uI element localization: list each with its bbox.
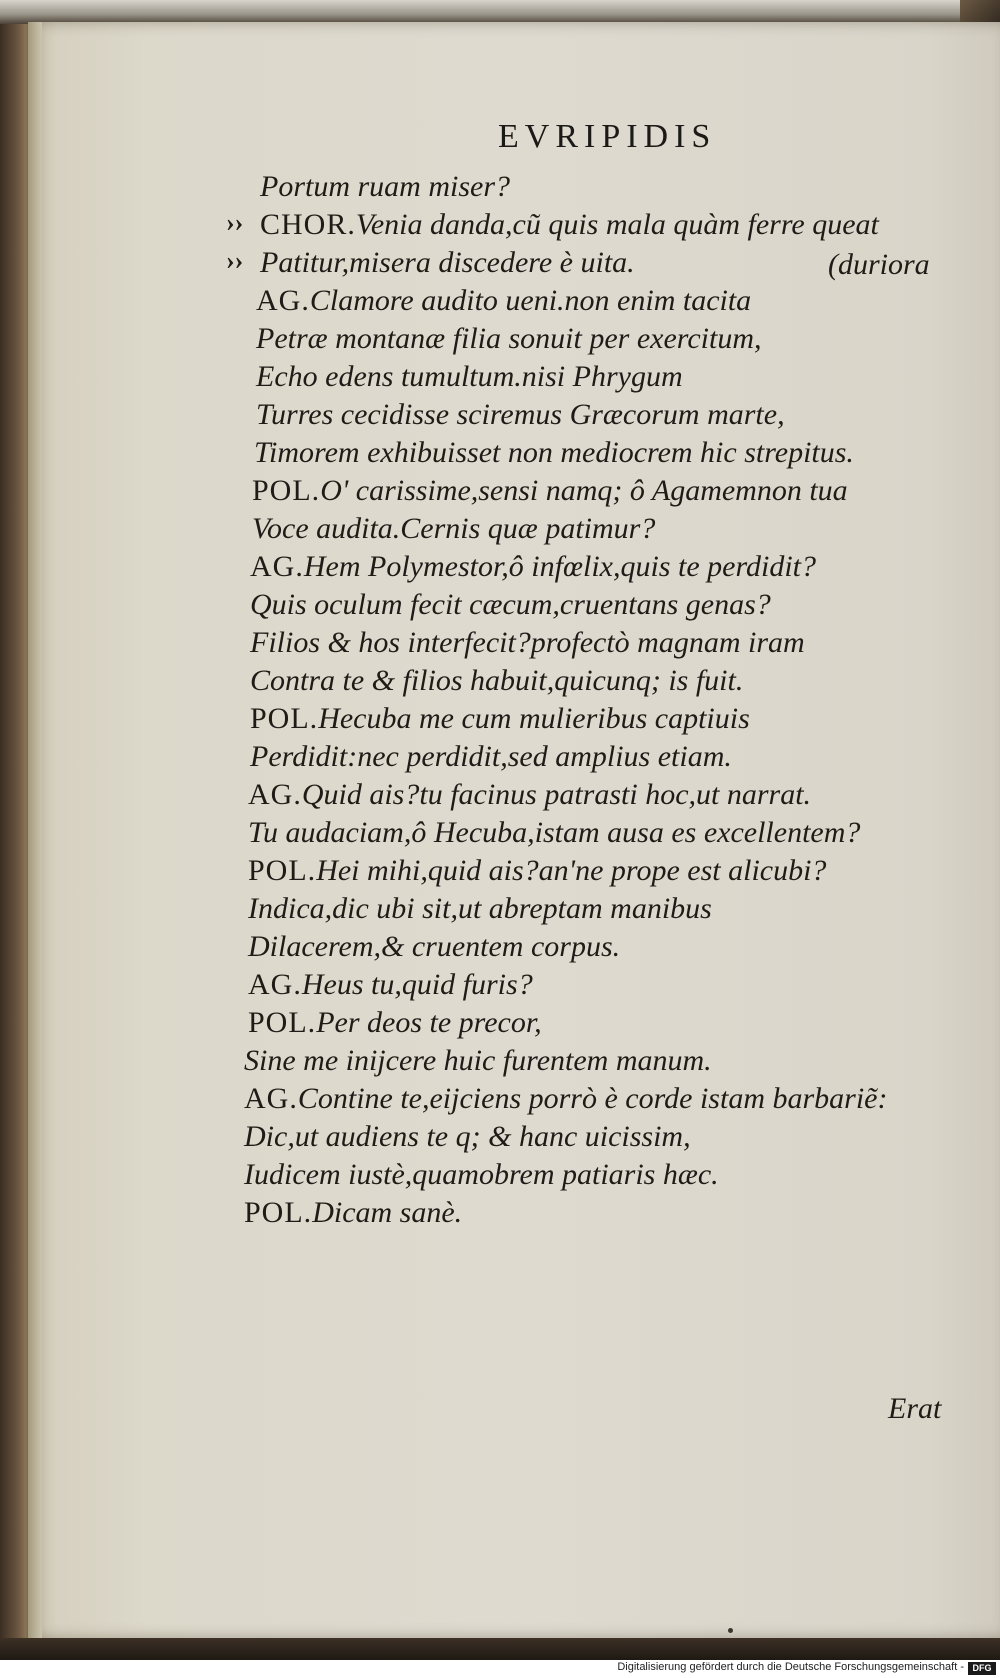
- line-text: Indica,dic ubi sit,ut abreptam manibus: [248, 892, 712, 925]
- line-text: Heus tu,quid furis?: [301, 968, 533, 1001]
- verse-line: [250, 662, 743, 700]
- line-text: Perdidit:nec perdidit,sed amplius etiam.: [250, 740, 732, 773]
- book-top-edge: [0, 0, 1000, 24]
- verse-line: [244, 1156, 719, 1194]
- speaker-label: POL.: [248, 854, 317, 887]
- verse-line: [250, 738, 732, 776]
- verse-line: [248, 1004, 542, 1042]
- line-text: Dicam sanè.: [312, 1196, 463, 1229]
- line-text: Iudicem iustè,quamobrem patiaris hæc.: [244, 1158, 719, 1191]
- line-text: Clamore audito ueni.non enim tacita: [309, 284, 752, 317]
- line-text: Echo edens tumultum.nisi Phrygum: [256, 360, 683, 393]
- dfg-logo: DFG: [968, 1662, 996, 1675]
- verse-line: [252, 472, 848, 510]
- quotation-marker: ››: [226, 208, 244, 237]
- line-text: Per deos te precor,: [316, 1006, 542, 1039]
- speaker-label: AG.: [244, 1082, 298, 1115]
- line-text: O' carissime,sensi namq; ô Agamemnon tua: [320, 474, 848, 507]
- verse-line: [250, 586, 771, 624]
- verse-line: [244, 1042, 712, 1080]
- ink-dot: [728, 1628, 733, 1633]
- verse-line: [260, 206, 879, 244]
- speaker-label: POL.: [250, 702, 319, 735]
- verse-line: [248, 776, 811, 814]
- line-text: Hecuba me cum mulieribus captiuis: [318, 702, 750, 735]
- catchword: Erat: [888, 1392, 942, 1425]
- speaker-label: AG.: [256, 284, 310, 317]
- line-text: Venia danda,cũ quis mala quàm ferre queat: [355, 208, 879, 241]
- verse-line: [256, 396, 785, 434]
- line-text: Hei mihi,quid ais?an'ne prope est alicubi?: [316, 854, 827, 887]
- verse-line: [248, 928, 620, 966]
- verse-line: [248, 890, 712, 928]
- line-text: Portum ruam miser?: [260, 170, 511, 203]
- book-bottom-edge: [0, 1638, 1000, 1660]
- verse-line: [256, 320, 762, 358]
- verse-line: [256, 282, 751, 320]
- verse-line: [252, 510, 655, 548]
- line-text: Timorem exhibuisset non mediocrem hic strepitus.: [254, 436, 854, 469]
- line-text: Tu audaciam,ô Hecuba,istam ausa es excellentem?: [248, 816, 861, 849]
- line-text: Dic,ut audiens te q; & hanc uicissim,: [244, 1120, 691, 1153]
- speaker-label: CHOR.: [260, 208, 356, 241]
- line-text: Voce audita.Cernis quæ patimur?: [252, 512, 656, 545]
- speaker-label: AG.: [248, 968, 302, 1001]
- line-text: Contra te & filios habuit,quicunq; is fuit.: [250, 664, 744, 697]
- line-text: Contine te,eijciens porrò è corde istam barbariẽ:: [297, 1082, 888, 1115]
- line-text: Sine me inijcere huic furentem manum.: [244, 1044, 712, 1077]
- verse-line: [244, 1118, 691, 1156]
- verse-line: [248, 814, 860, 852]
- speaker-label: POL.: [252, 474, 321, 507]
- line-text: Dilacerem,& cruentem corpus.: [248, 930, 621, 963]
- verse-line: [250, 624, 805, 662]
- verse-line: [260, 244, 635, 282]
- line-text: Petræ montanæ filia sonuit per exercitum,: [256, 322, 762, 355]
- line-text: Hem Polymestor,ô infœlix,quis te perdidit?: [303, 550, 817, 583]
- verse-line: [260, 168, 510, 206]
- line-text: Turres cecidisse sciremus Græcorum marte,: [256, 398, 785, 431]
- book-page: [28, 22, 1000, 1638]
- digitization-footer: [0, 1660, 1000, 1678]
- verse-line: [254, 434, 854, 472]
- line-text: Filios & hos interfecit?profectò magnam iram: [250, 626, 805, 659]
- speaker-label: POL.: [248, 1006, 317, 1039]
- verse-line: [244, 1194, 462, 1232]
- verse-line: [244, 1080, 887, 1118]
- speaker-label: AG.: [248, 778, 302, 811]
- quotation-marker: ››: [226, 246, 244, 275]
- verse-line: [250, 700, 750, 738]
- funding-credit: Digitalisierung gefördert durch die Deutsche Forschungsgemeinschaft -: [617, 1661, 964, 1673]
- margin-note: (duriora: [828, 248, 930, 281]
- verse-line: [248, 966, 533, 1004]
- speaker-label: POL.: [244, 1196, 313, 1229]
- running-head: EVRIPIDIS: [498, 118, 717, 155]
- line-text: Patitur,misera discedere è uita.: [260, 246, 635, 279]
- verse-line: [256, 358, 683, 396]
- verse-line: [248, 852, 826, 890]
- verse-line: [250, 548, 816, 586]
- page-gutter: [28, 22, 42, 1638]
- line-text: Quis oculum fecit cæcum,cruentans genas?: [250, 588, 771, 621]
- speaker-label: AG.: [250, 550, 304, 583]
- line-text: Quid ais?tu facinus patrasti hoc,ut narrat.: [301, 778, 812, 811]
